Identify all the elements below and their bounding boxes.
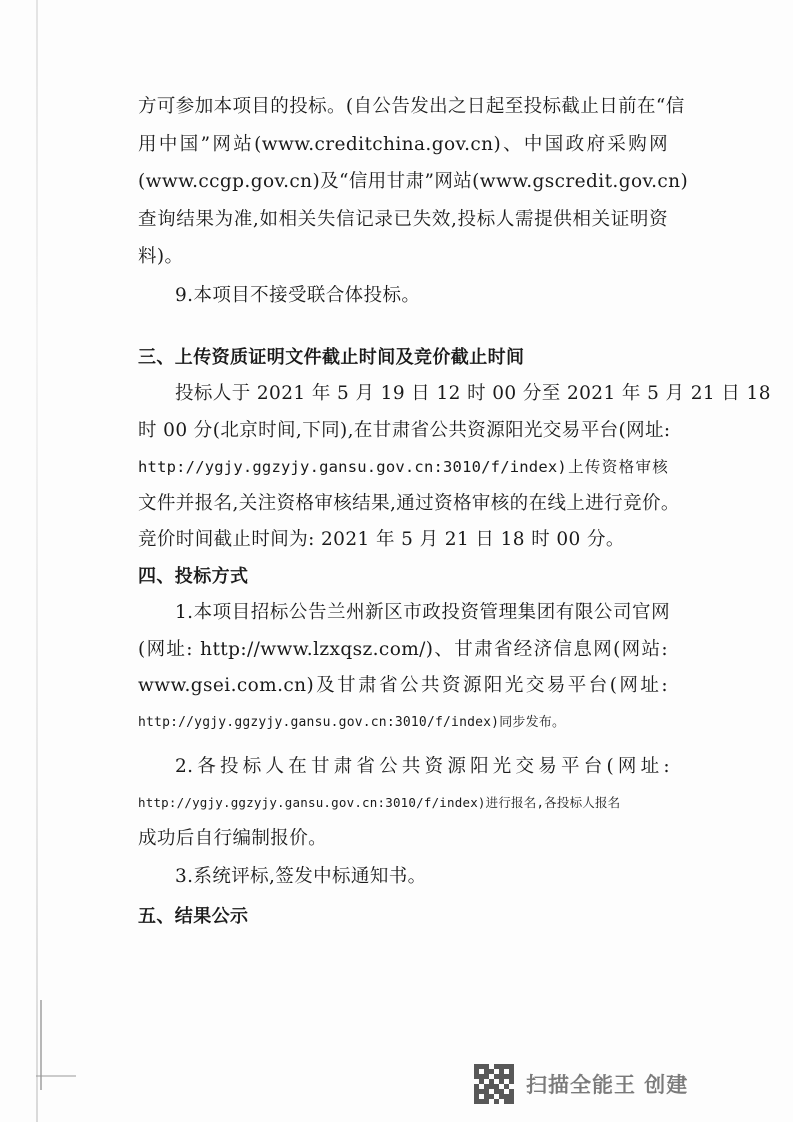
paragraph-line: (网址: http://www.lzxqsz.com/)、甘肃省经济信息网(网站: [138,639,668,660]
scan-edge [36,0,38,1122]
paragraph-line: http://ygjy.ggzyjy.gansu.gov.cn:3010/f/index)进行报名,各投标人报名 [138,795,621,810]
section-heading-4: 四、投标方式 [138,566,249,587]
paragraph-line: 文件并报名,关注资格审核结果,通过资格审核的在线上进行竞价。 [138,493,680,514]
qr-code-icon [474,1064,514,1104]
list-item-3: 3.系统评标,签发中标通知书。 [175,866,427,887]
list-item-9: 9.本项目不接受联合体投标。 [175,285,421,306]
paragraph-line: http://ygjy.ggzyjy.gansu.gov.cn:3010/f/index)上传资格审核 [138,458,668,476]
paragraph-line: (www.ccgp.gov.cn)及“信用甘肃”网站(www.gscredit.gov.cn) [138,171,689,192]
paragraph-line: 用中国”网站(www.creditchina.gov.cn)、中国政府采购网 [138,134,668,155]
paragraph-line: 投标人于 2021 年 5 月 19 日 12 时 00 分至 2021 年 5 月 21 日 18 [175,383,771,404]
paragraph-line: 料)。 [138,246,184,267]
paragraph-line: 方可参加本项目的投标。(自公告发出之日起至投标截止日前在“信 [138,96,685,117]
paragraph-line: 成功后自行编制报价。 [138,828,328,849]
paragraph-line: http://ygjy.ggzyjy.gansu.gov.cn:3010/f/index)同步发布。 [138,715,566,730]
section-heading-3: 三、上传资质证明文件截止时间及竞价截止时间 [138,347,525,368]
watermark-text: 扫描全能王 创建 [526,1073,689,1097]
scanner-watermark [474,1062,724,1106]
paragraph-line: 竞价时间截止时间为: 2021 年 5 月 21 日 18 时 00 分。 [138,529,625,550]
section-heading-5: 五、结果公示 [138,906,249,927]
paragraph-line: www.gsei.com.cn)及甘肃省公共资源阳光交易平台(网址: [138,675,668,696]
paragraph-line: 1.本项目招标公告兰州新区市政投资管理集团有限公司官网 [175,602,670,623]
paragraph-line: 时 00 分(北京时间,下同),在甘肃省公共资源阳光交易平台(网址: [138,420,671,441]
paragraph-line: 2.各投标人在甘肃省公共资源阳光交易平台(网址: [175,756,670,777]
paragraph-line: 查询结果为准,如相关失信记录已失效,投标人需提供相关证明资 [138,209,668,230]
scan-mark [36,1075,76,1077]
